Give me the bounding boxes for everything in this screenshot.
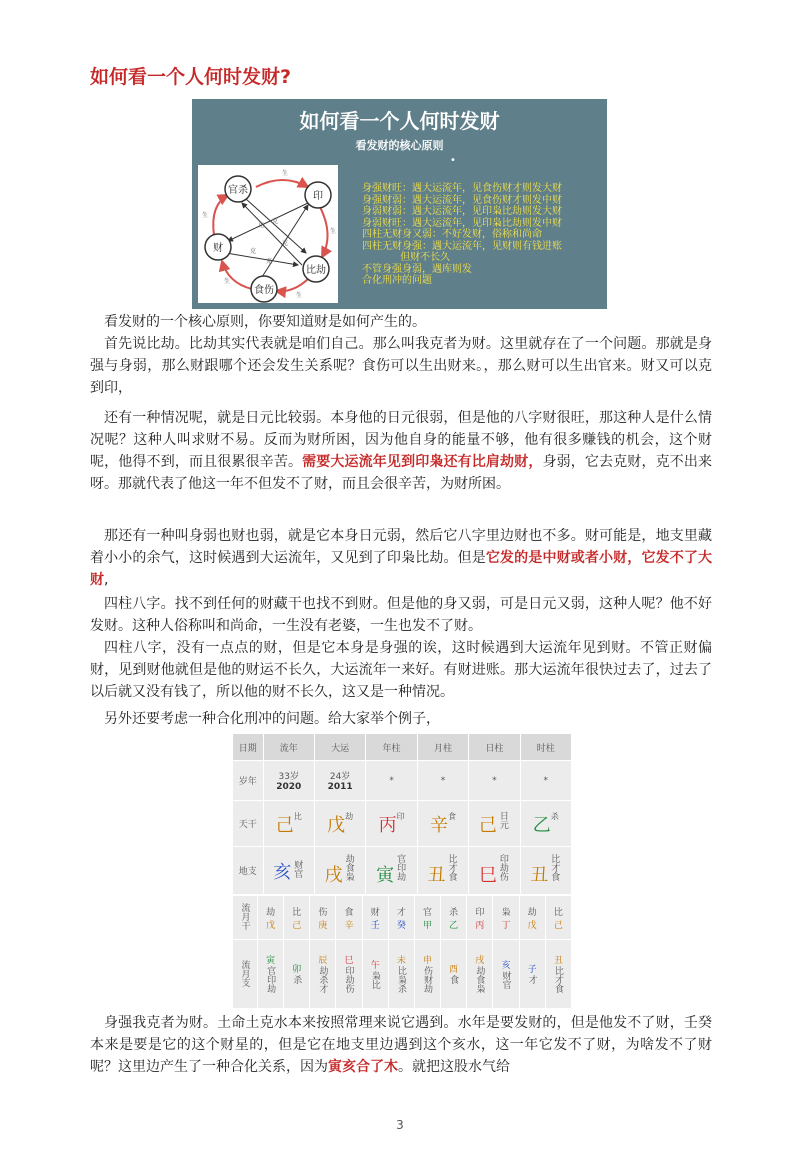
liuyue-zhi-cell bbox=[362, 940, 388, 1010]
dayun-age-cell bbox=[314, 761, 365, 801]
tiangan-god: 杀 bbox=[550, 811, 559, 821]
dizhi-char: 寅 bbox=[376, 865, 395, 886]
article-title: 如何看一个人何时发财? bbox=[90, 66, 292, 88]
bazi-liuyue-table bbox=[232, 895, 572, 1010]
row-label: 岁年 bbox=[233, 761, 264, 801]
paragraph-4-text-a: 那还有一种叫身弱也财也弱，就是它本身日元弱，然后它八字里边财也不多。财可能是，地支里藏着小小的余气，这时候遇到大运流年，又见到了印枭比劫。但是 bbox=[90, 528, 712, 566]
paragraph-6 bbox=[90, 637, 712, 703]
dizhi-cell bbox=[263, 847, 314, 895]
tiangan-char: 乙 bbox=[532, 814, 551, 836]
slide-title: 如何看一个人何时发财 bbox=[299, 109, 500, 133]
liuyue-zhi-char: 亥 bbox=[501, 960, 511, 971]
liuyue-gan-char: 癸 bbox=[396, 920, 406, 931]
row-label: 地支 bbox=[233, 847, 264, 895]
liuyue-gan-cell bbox=[388, 896, 414, 940]
five-element-diagram bbox=[198, 165, 338, 303]
rule-line: 四柱无财身又弱：不好发财，俗称和尚命 bbox=[362, 229, 542, 240]
liuyue-zhi-char: 辰 bbox=[318, 956, 328, 966]
star-cell: * bbox=[366, 761, 417, 801]
liuyue-zhi-char: 未 bbox=[396, 956, 406, 966]
liuyue-zhi-char: 酉 bbox=[449, 965, 459, 975]
mark-sheng-3: 生 bbox=[296, 292, 303, 299]
liuyue-gan-char: 壬 bbox=[370, 920, 380, 931]
liuyue-gan-char: 己 bbox=[553, 920, 563, 931]
liuyue-gan-cell bbox=[362, 896, 388, 940]
paragraph-3-text-b: 身弱，它去克财，克不出来呀。那就代表了他这一年不但发不了财，而且会很辛苦，为财所困。 bbox=[90, 454, 713, 492]
paragraph-3-highlight: 需要大运流年见到印枭还有比肩劫财， bbox=[302, 454, 543, 470]
tiangan-char: 己 bbox=[275, 814, 294, 836]
mark-ke-3: 克 bbox=[282, 240, 289, 247]
dizhi-hidden: 比才食 bbox=[549, 854, 560, 881]
liuyue-zhi-hidden: 印劫伤 bbox=[343, 966, 354, 993]
liuyue-zhi-hidden: 劫杀才 bbox=[317, 966, 328, 993]
node-shishang: 食伤 bbox=[254, 285, 274, 296]
liunian-age-cell bbox=[263, 761, 314, 801]
dizhi-cell bbox=[366, 847, 417, 895]
row-label bbox=[233, 940, 258, 1010]
liuyue-zhi-row bbox=[233, 940, 572, 1010]
liunian-age: 33岁 bbox=[278, 772, 299, 782]
liuyue-zhi-cell bbox=[467, 940, 493, 1010]
dizhi-cell bbox=[417, 847, 468, 895]
liuyue-gan-char: 戊 bbox=[527, 920, 537, 931]
dayun-age: 24岁 bbox=[329, 772, 351, 782]
dizhi-hidden: 财官 bbox=[292, 859, 303, 878]
tiangan-god: 劫 bbox=[345, 811, 354, 821]
tiangan-god: 比 bbox=[293, 811, 302, 821]
liuyue-gan-cell bbox=[519, 896, 545, 940]
star-cell: * bbox=[520, 761, 571, 801]
paragraph-8 bbox=[90, 1012, 712, 1078]
tiangan-cell bbox=[314, 801, 365, 847]
dizhi-cell bbox=[469, 847, 520, 895]
mark-sheng-4: 生 bbox=[224, 278, 231, 285]
liuyue-zhi-hidden: 枭比 bbox=[369, 970, 380, 989]
header-cell: 时柱 bbox=[520, 734, 571, 761]
paragraph-4-text-b: , bbox=[104, 572, 109, 588]
liuyue-zhi-hidden: 劫食枭 bbox=[474, 966, 485, 993]
rule-line: 四柱无财身强：遇大运流年，见财则有钱进账 bbox=[362, 240, 562, 252]
slide-subtitle: 看发财的核心原则 bbox=[355, 139, 444, 152]
liuyue-zhi-hidden: 杀 bbox=[291, 975, 302, 984]
dizhi-char: 丑 bbox=[427, 865, 446, 886]
tiangan-god: 食 bbox=[447, 811, 456, 821]
liuyue-zhi-cell bbox=[519, 940, 545, 1010]
liuyue-zhi-cell bbox=[310, 940, 336, 1010]
liuyue-gan-cell bbox=[545, 896, 571, 940]
node-yin: 印 bbox=[313, 191, 323, 202]
liuyue-gan-cell bbox=[310, 896, 336, 940]
liuyue-zhi-cell bbox=[545, 940, 571, 1010]
liuyue-zhi-label: 流月支 bbox=[239, 959, 250, 987]
liuyue-gan-row bbox=[233, 896, 572, 940]
dizhi-char: 丑 bbox=[530, 865, 549, 886]
liuyue-gan-char: 己 bbox=[292, 920, 302, 931]
paragraph-5 bbox=[90, 593, 712, 637]
liuyue-zhi-hidden: 财官 bbox=[500, 970, 511, 989]
liuyue-zhi-hidden: 伤财劫 bbox=[422, 966, 433, 993]
star-cell: * bbox=[417, 761, 468, 801]
paragraph-8-text-b: 。就把这股水气给 bbox=[398, 1059, 510, 1075]
liuyue-gan-god: 印 bbox=[475, 907, 485, 918]
tiangan-cell bbox=[366, 801, 417, 847]
liuyue-gan-god: 劫 bbox=[266, 907, 276, 918]
tiangan-god: 印 bbox=[396, 811, 405, 821]
liuyue-gan-cell bbox=[441, 896, 467, 940]
liuyue-gan-cell bbox=[414, 896, 440, 940]
liuyue-zhi-cell bbox=[258, 940, 284, 1010]
liuyue-gan-god: 官 bbox=[423, 907, 433, 918]
liuyue-gan-char: 丙 bbox=[475, 920, 485, 931]
liuyue-zhi-hidden: 才 bbox=[526, 975, 537, 984]
liuyue-zhi-cell bbox=[414, 940, 440, 1010]
liuyue-gan-god: 伤 bbox=[318, 907, 328, 918]
dizhi-char: 戌 bbox=[324, 865, 343, 886]
dizhi-hidden: 劫食枭 bbox=[343, 854, 354, 881]
liuyue-zhi-char: 申 bbox=[423, 956, 433, 966]
liuyue-zhi-char: 巳 bbox=[344, 956, 354, 966]
paragraph-8-highlight: 寅亥合了木 bbox=[328, 1059, 398, 1075]
cycle-diagram-svg bbox=[198, 165, 338, 303]
liuyue-gan-god: 劫 bbox=[527, 907, 537, 918]
liuyue-gan-cell bbox=[284, 896, 310, 940]
header-cell: 日期 bbox=[233, 734, 264, 761]
liuyue-gan-god: 杀 bbox=[449, 907, 459, 918]
mark-sheng-2: 生 bbox=[330, 228, 337, 235]
dizhi-hidden: 比才食 bbox=[446, 854, 457, 881]
liuyue-gan-god: 比 bbox=[553, 907, 563, 918]
liuyue-gan-cell bbox=[258, 896, 284, 940]
mark-sheng-1: 生 bbox=[282, 170, 289, 177]
dizhi-cell bbox=[314, 847, 365, 895]
dayun-year: 2011 bbox=[327, 782, 353, 792]
dizhi-hidden: 官印劫 bbox=[395, 854, 406, 881]
liuyue-zhi-char: 戌 bbox=[475, 956, 485, 966]
rule-line: 不管身强身弱，遇库则发 bbox=[362, 263, 472, 275]
paragraph-1 bbox=[90, 311, 712, 333]
slide-bullet: • bbox=[450, 155, 456, 166]
rule-line: 合化刑冲的问题 bbox=[362, 275, 432, 286]
mark-ke-5: 克 bbox=[266, 258, 273, 265]
tiangan-char: 己 bbox=[478, 814, 497, 836]
dizhi-char: 巳 bbox=[478, 865, 497, 886]
slide-image bbox=[192, 99, 607, 309]
mark-ke-4: 克 bbox=[250, 248, 257, 255]
tiangan-cell bbox=[469, 801, 520, 847]
tiangan-char: 辛 bbox=[429, 814, 448, 836]
liuyue-zhi-char: 寅 bbox=[266, 956, 276, 966]
liuyue-gan-char: 辛 bbox=[344, 920, 354, 931]
liuyue-gan-label: 流月干 bbox=[239, 902, 250, 930]
line-cai-bijie bbox=[226, 253, 298, 265]
liuyue-zhi-hidden: 食 bbox=[448, 975, 459, 984]
rule-line: 身弱财旺：遇大运流年，见印枭比劫则发中财 bbox=[362, 217, 562, 229]
row-label: 天干 bbox=[233, 801, 264, 847]
arrow-cai-guansha bbox=[213, 195, 228, 235]
tiangan-char: 戊 bbox=[327, 814, 346, 836]
liuyue-zhi-cell bbox=[284, 940, 310, 1010]
liuyue-gan-god: 财 bbox=[370, 907, 380, 918]
header-cell: 月柱 bbox=[417, 734, 468, 761]
bazi-tiangan-row bbox=[233, 801, 572, 847]
liuyue-zhi-char: 卯 bbox=[292, 965, 302, 975]
liuyue-zhi-hidden: 比枭杀 bbox=[395, 966, 406, 993]
bazi-table bbox=[232, 733, 572, 895]
line-bijie-guansha bbox=[242, 203, 302, 265]
star-cell: * bbox=[469, 761, 520, 801]
slide-rules bbox=[362, 183, 562, 287]
page-number: 3 bbox=[396, 1118, 404, 1132]
paragraph-2-text: 首先说比劫。比劫其实代表就是咱们自己。那么叫我克者为财。这里就存在了一个问题。那就是身强与身弱，那么财跟哪个还会发生关系呢？食伤可以生出财来。，那么财可以生出官来。财又可以克到印， bbox=[90, 336, 712, 396]
liuyue-zhi-char: 午 bbox=[370, 960, 380, 971]
dizhi-hidden: 印劫伤 bbox=[497, 854, 508, 881]
liuyue-zhi-cell bbox=[336, 940, 362, 1010]
dizhi-cell bbox=[520, 847, 571, 895]
paragraph-7-text: 另外还要考虑一种合化刑冲的问题。给大家举个例子， bbox=[104, 711, 440, 727]
liuyue-gan-god: 比 bbox=[292, 907, 302, 918]
node-guansha: 官杀 bbox=[228, 185, 248, 196]
liuyue-zhi-char: 丑 bbox=[553, 956, 563, 966]
header-cell: 大运 bbox=[314, 734, 365, 761]
tiangan-char: 丙 bbox=[378, 814, 397, 836]
liuyue-zhi-cell bbox=[493, 940, 519, 1010]
paragraph-3 bbox=[90, 407, 712, 495]
arrow-guansha-yin bbox=[256, 180, 308, 187]
bazi-chart-image bbox=[232, 733, 572, 1008]
bazi-dizhi-row bbox=[233, 847, 572, 895]
liuyue-zhi-hidden: 比才食 bbox=[552, 966, 563, 993]
arrow-yin-bijie bbox=[320, 207, 328, 257]
liuyue-zhi-char: 子 bbox=[527, 965, 537, 975]
bazi-header-row bbox=[233, 734, 572, 761]
mark-ke-2: 克 bbox=[258, 222, 265, 229]
row-label bbox=[233, 896, 258, 940]
paragraph-7 bbox=[90, 708, 712, 730]
header-cell: 年柱 bbox=[366, 734, 417, 761]
bazi-age-row bbox=[233, 761, 572, 801]
liuyue-gan-god: 枭 bbox=[501, 907, 511, 918]
liuyue-gan-char: 庚 bbox=[318, 920, 328, 931]
paragraph-6-text: 四柱八字，没有一点点的财，但是它本身是身强的诶，这时候遇到大运流年见到财。不管正财偏财，见到财他就但是他的财运不长久，大运流年一来好。有财进账。那大运流年很快过去了，过去了以后就又没有钱了，所以他的财不长久，这又是一种情况。 bbox=[90, 640, 712, 700]
paragraph-3-text-a: 还有一种情况呢，就是日元比较弱。本身他的日元很弱，但是他的八字财很旺，那这种人是什么情况呢？这种人叫求财不易。反而为财所困，因为他自身的能量不够，他有很多赚钱的机会，这个财呢，他得不到，而且很累很辛苦。 bbox=[90, 410, 712, 470]
mark-sheng-5: 生 bbox=[202, 212, 209, 219]
rule-line: 但财不长久 bbox=[362, 252, 451, 263]
liuyue-gan-char: 甲 bbox=[423, 920, 433, 931]
header-cell: 日柱 bbox=[469, 734, 520, 761]
line-yin-cai bbox=[228, 203, 308, 241]
dizhi-char: 亥 bbox=[273, 861, 292, 883]
liunian-year: 2020 bbox=[276, 782, 302, 792]
paragraph-5-text: 四柱八字。找不到任何的财藏干也找不到财。但是他的身又弱，可是日元又弱，这种人呢？他不好发财。这种人俗称叫和尚命，一生没有老婆，一生也发不了财。 bbox=[90, 596, 712, 634]
liuyue-gan-god: 才 bbox=[396, 907, 406, 918]
paragraph-4-highlight: 它发的是中财或者小财，它发不了大财 bbox=[90, 550, 712, 588]
rule-line: 身弱财弱：遇大运流年，见印枭比劫则发大财 bbox=[362, 206, 562, 217]
paragraph-2 bbox=[90, 333, 712, 399]
paragraph-1-text: 看发财的一个核心原则，你要知道财是如何产生的。 bbox=[104, 314, 426, 330]
liuyue-gan-char: 戊 bbox=[266, 920, 276, 931]
liuyue-gan-char: 丁 bbox=[501, 920, 511, 931]
rule-line: 身强财弱：遇大运流年，见食伤财才则发中财 bbox=[362, 194, 562, 206]
arrow-bijie-shishang bbox=[276, 279, 308, 291]
liuyue-gan-char: 乙 bbox=[449, 920, 459, 931]
tiangan-cell bbox=[520, 801, 571, 847]
paragraph-4 bbox=[90, 525, 712, 591]
mark-ke-1: 克 bbox=[272, 218, 279, 225]
paragraph-8-text-a: 身强我克者为财。土命土克水本来按照常理来说它遇到。水年是要发财的，但是他发不了财，壬癸本来是要是它的这个财星的，但是它在地支里边遇到这个亥水，这一年它发不了财，为啥发不了财呢？这里边产生了一种合化关系，因为 bbox=[90, 1015, 712, 1075]
liuyue-zhi-cell bbox=[441, 940, 467, 1010]
tiangan-cell bbox=[263, 801, 314, 847]
node-cai: 财 bbox=[213, 243, 223, 254]
tiangan-cell bbox=[417, 801, 468, 847]
liuyue-gan-god: 食 bbox=[344, 907, 354, 918]
tiangan-god: 日元 bbox=[497, 810, 508, 829]
liuyue-gan-cell bbox=[467, 896, 493, 940]
liuyue-zhi-hidden: 官印劫 bbox=[265, 966, 276, 993]
rule-line: 身强财旺：遇大运流年，见食伤财才则发大财 bbox=[362, 183, 562, 194]
line-guansha-bijie bbox=[246, 199, 306, 253]
liuyue-gan-cell bbox=[493, 896, 519, 940]
liuyue-zhi-cell bbox=[388, 940, 414, 1010]
node-bijie: 比劫 bbox=[306, 265, 326, 276]
liuyue-gan-cell bbox=[336, 896, 362, 940]
header-cell: 流年 bbox=[263, 734, 314, 761]
